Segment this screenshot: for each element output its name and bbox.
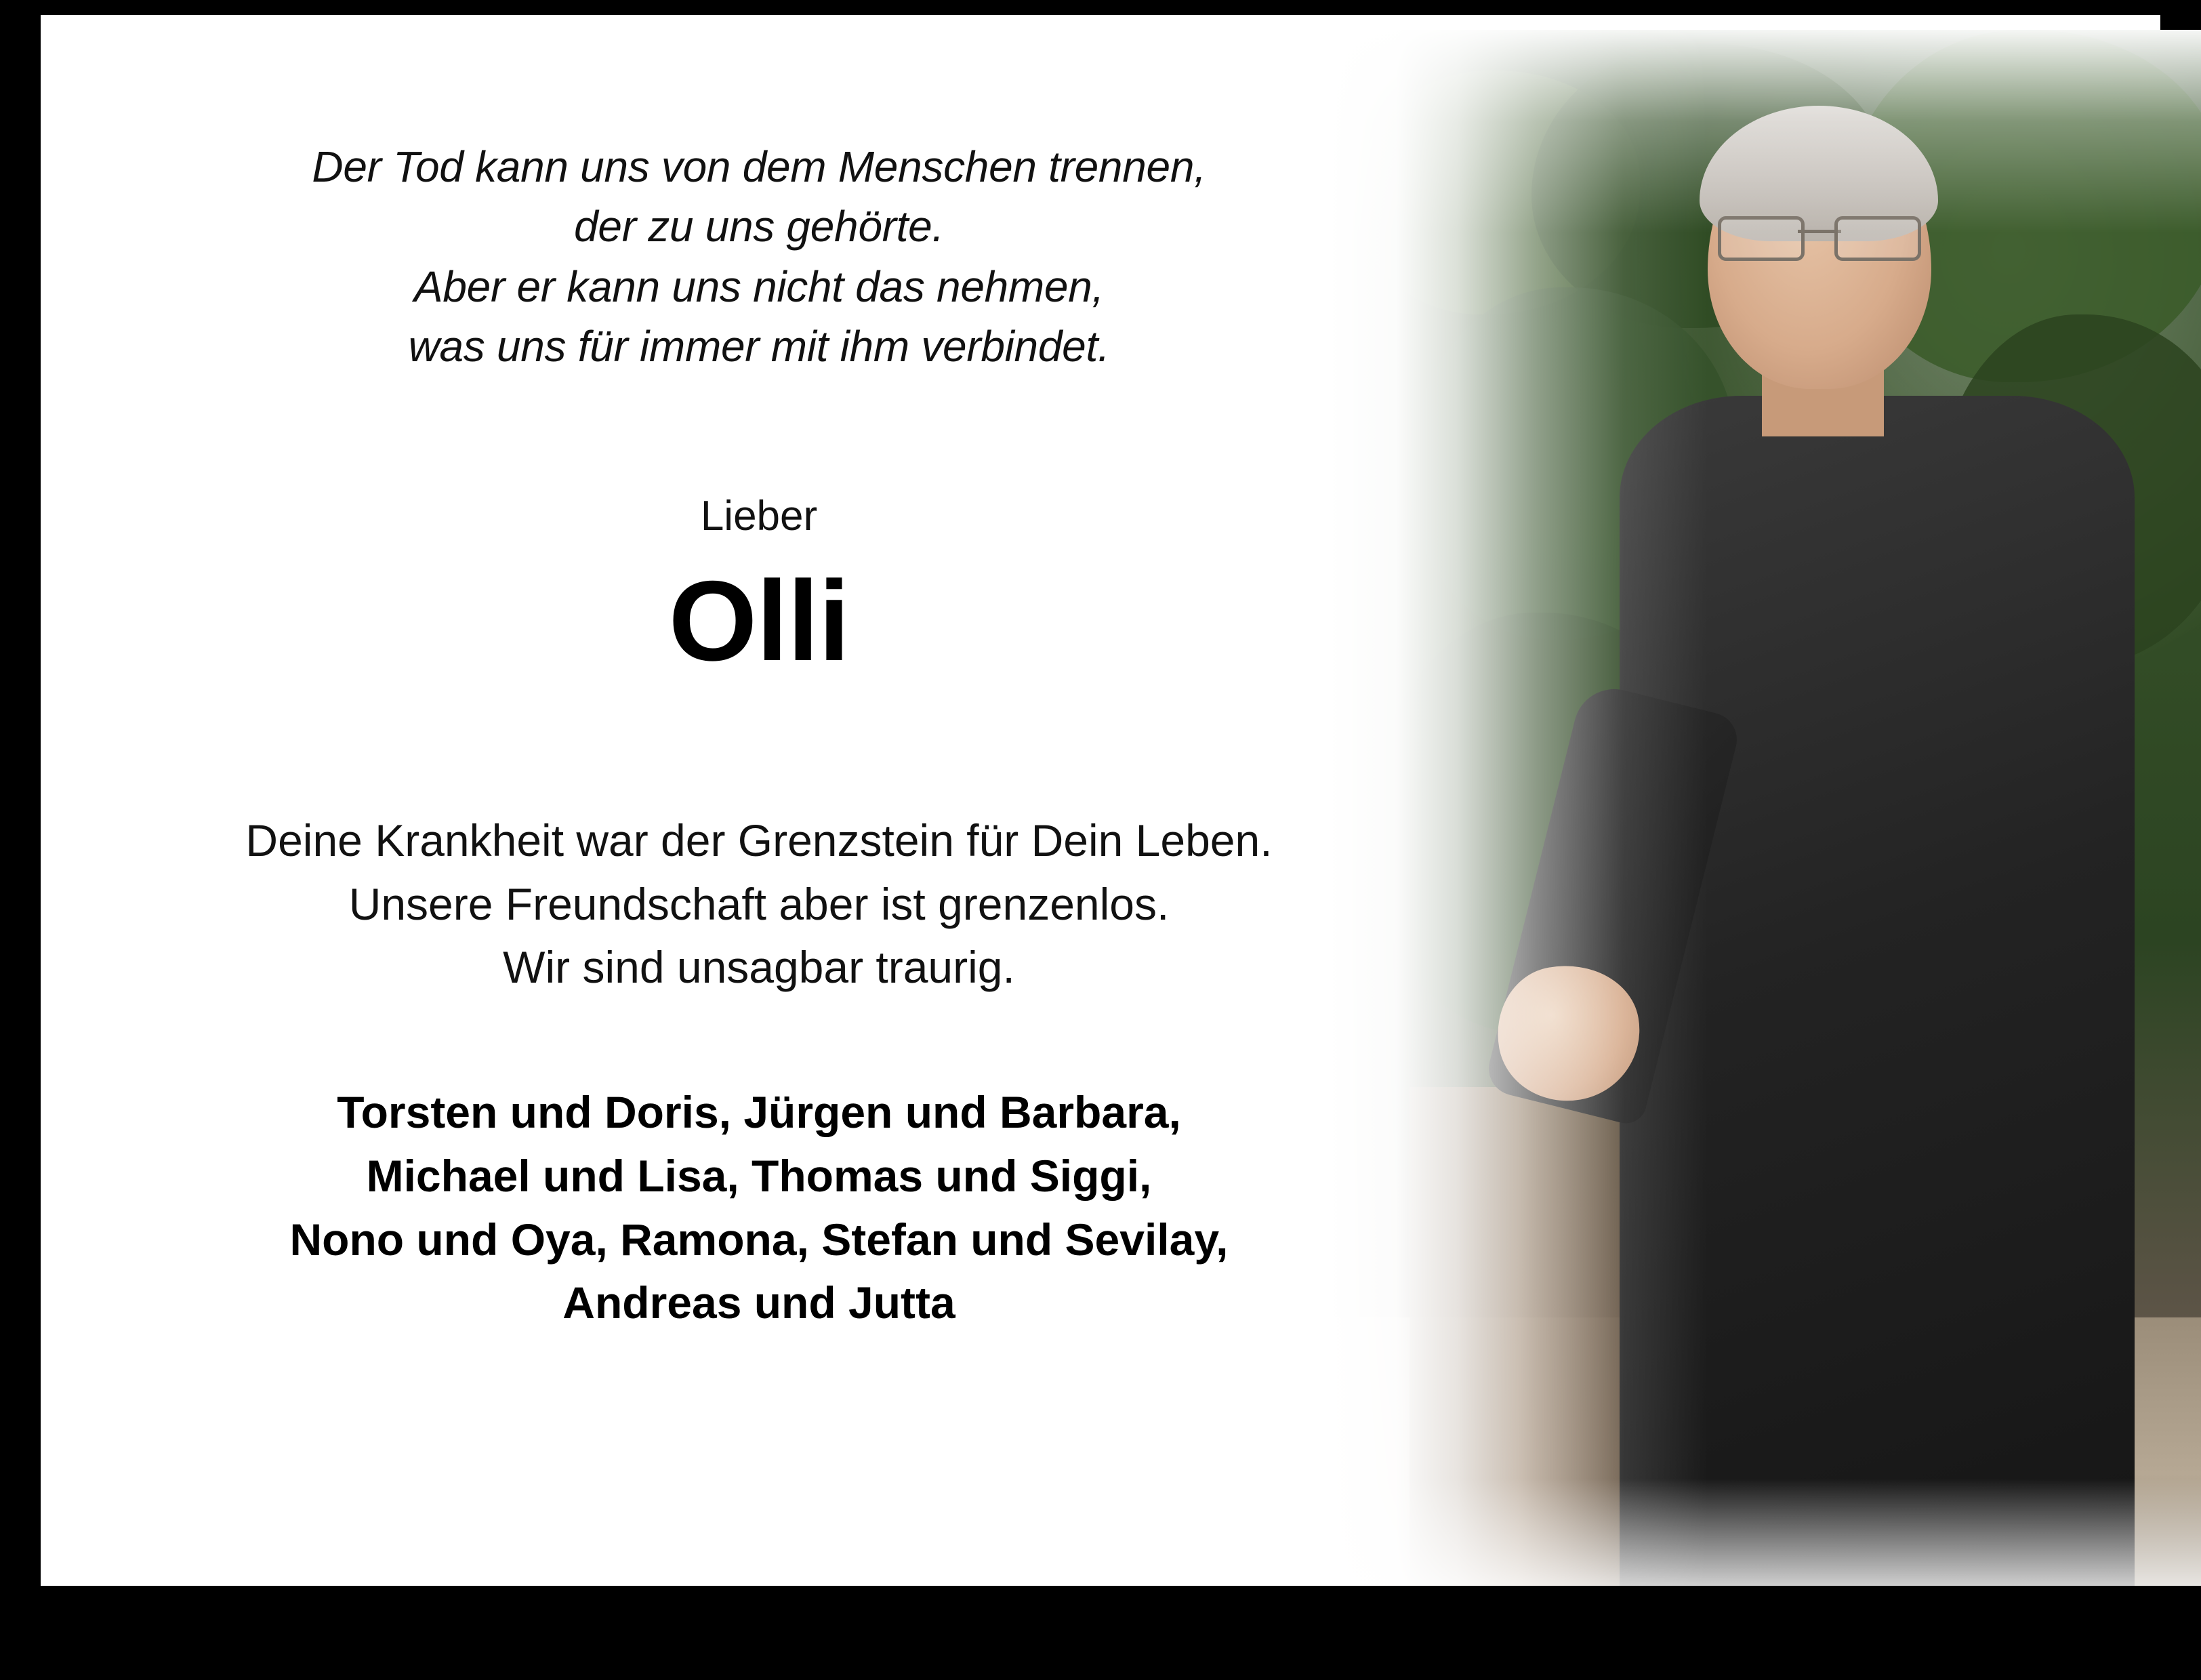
frame-top-bar [0, 0, 2201, 15]
frame-bottom-right-bar [983, 1586, 2201, 1601]
mourners-block [122, 1081, 1396, 1335]
photo-fade-left [1328, 30, 1708, 1601]
notice-text-column [122, 137, 1396, 1335]
verse-line-1: Der Tod kann uns von dem Menschen trennen, [312, 142, 1206, 191]
mourners-line-4: Andreas und Jutta [562, 1277, 955, 1328]
verse-line-4: was uns für immer mit ihm verbindet. [408, 321, 1110, 371]
message-line-2: Unsere Freundschaft aber ist grenzenlos. [348, 878, 1170, 929]
message-block [122, 809, 1396, 1000]
message-line-3: Wir sind unsagbar traurig. [503, 942, 1015, 993]
notice-card [41, 15, 2160, 1586]
mourners-line-2: Michael und Lisa, Thomas und Siggi, [366, 1150, 1152, 1201]
deceased-name: Olli [668, 556, 850, 684]
salutation: Lieber [700, 493, 818, 540]
verse-line-3: Aber er kann uns nicht das nehmen, [414, 262, 1104, 311]
verse-block [122, 137, 1396, 376]
verse-line-2: der zu uns gehörte. [574, 202, 944, 251]
frame-left-bar [0, 0, 41, 1680]
mourners-line-3: Nono und Oya, Ramona, Stefan und Sevilay, [289, 1214, 1229, 1265]
message-line-1: Deine Krankheit war der Grenzstein für Dein Leben. [245, 815, 1273, 866]
mourners-line-1: Torsten und Doris, Jürgen und Barbara, [337, 1087, 1181, 1138]
photo-background [1328, 30, 2201, 1601]
frame-bottom-left-bar [0, 1586, 983, 1680]
portrait-photo [1328, 30, 2201, 1601]
